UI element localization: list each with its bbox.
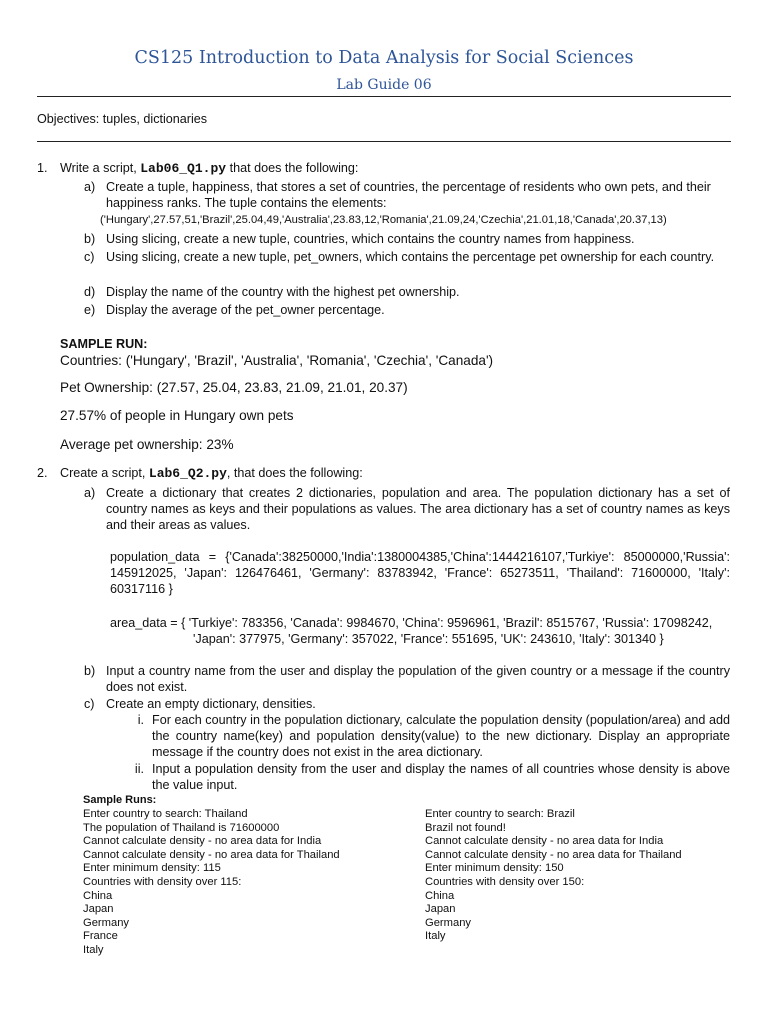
q2-area-data-line1: area_data = { 'Turkiye': 783356, 'Canada': 9984670, 'China': 9596961, 'Brazil': 8515767, 'Russia': 17098242,	[110, 616, 713, 630]
q2-a-text: Create a dictionary that creates 2 dictionaries, population and area. The population dictionary has a set of country names as keys and their populations as values. The area dictionary has a set of country names as keys and their areas as values.	[106, 486, 730, 532]
sample-run-line: Enter country to search: Brazil	[425, 808, 575, 820]
q1-sample-run-line: Countries: ('Hungary', 'Brazil', 'Australia', 'Romania', 'Czechia', 'Canada')	[60, 353, 494, 368]
sample-run-line: Cannot calculate density - no area data for Thailand	[83, 848, 340, 861]
q2-lead-post: , that does the following:	[226, 466, 363, 480]
q1-a-label: a)	[84, 180, 96, 194]
header-divider	[37, 96, 731, 97]
sample-run-line: China	[83, 889, 113, 902]
q2-c-text: Create an empty dictionary, densities.	[106, 697, 316, 711]
q2-number: 2.	[37, 466, 48, 480]
q1-script-name: Lab06_Q1.py	[140, 161, 227, 176]
sample-run-line: Germany	[425, 916, 472, 929]
q1-b-label: b)	[84, 232, 96, 246]
sample-run-line: Germany	[83, 916, 130, 929]
objectives-divider	[37, 141, 731, 142]
q1-sample-run-line: 27.57% of people in Hungary own pets	[60, 408, 294, 423]
document-subtitle: Lab Guide 06	[336, 77, 432, 93]
q1-c-text: Using slicing, create a new tuple, pet_owners, which contains the percentage pet ownership for each country.	[106, 250, 715, 264]
q1-tuple-elements: ('Hungary',27.57,51,'Brazil',25.04,49,'Australia',23.83,12,'Romania',21.09,24,'Czechia',21.01,18,'Canada',20.37,13)	[100, 214, 667, 226]
q1-sample-run-line: Pet Ownership: (27.57, 25.04, 23.83, 21.09, 21.01, 20.37)	[60, 380, 408, 395]
sample-run-line: Countries with density over 115:	[83, 875, 242, 888]
q2-c-label: c)	[84, 697, 95, 711]
sample-run-line: Cannot calculate density - no area data for India	[83, 835, 322, 848]
q2-c-ii-text: Input a population density from the user and display the names of all countries whose density is above the value input.	[152, 762, 730, 792]
sample-run-line: Brazil not found!	[425, 821, 506, 834]
q1-e-text: Display the average of the pet_owner percentage.	[106, 303, 385, 317]
q1-a-text: Create a tuple, happiness, that stores a set of countries, the percentage of residents who own pets, and their happiness ranks. The tuple contains the elements:	[106, 180, 711, 210]
q2-a-label: a)	[84, 486, 96, 500]
q2-script-name: Lab6_Q2.py	[148, 466, 227, 481]
sample-run-line: Enter minimum density: 150	[425, 862, 564, 875]
q2-b-text: Input a country name from the user and display the population of the given country or a message if the country does not exist.	[106, 664, 730, 694]
sample-run-line: The population of Thailand is 71600000	[83, 821, 280, 834]
q2-sample-runs-label: Sample Runs:	[83, 794, 157, 806]
q1-e-label: e)	[84, 303, 96, 317]
sample-run-line: Enter country to search: Thailand	[83, 808, 248, 820]
q2-c-i-text: For each country in the population dictionary, calculate the population density (population/area) and add the country name(key) and population density(value) to the new dictionary. Display an appropriate message if the country does not exist in the area dictionary.	[152, 713, 730, 759]
q2-population-data: population_data = {'Canada':38250000,'India':1380004385,'China':1444216107,'Turkiye': 85000000,'Russia': 145912025, 'Japan': 126476461, 'Germany': 83783942, 'France': 65273511, 'Thailand': 71600000, 'Italy': 60317116 }	[110, 550, 730, 596]
q1-lead	[60, 160, 358, 177]
q2-sample-run-left	[83, 808, 340, 958]
q2-lead-pre: Create a script,	[60, 466, 146, 480]
q1-sample-run-line: Average pet ownership: 23%	[60, 437, 234, 452]
q1-d-label: d)	[84, 285, 96, 299]
q2-area-data-line2: 'Japan': 377975, 'Germany': 357022, 'France': 551695, 'UK': 243610, 'Italy': 301340 }	[193, 632, 664, 646]
q1-sample-run-label: SAMPLE RUN:	[60, 337, 148, 351]
q1-number: 1.	[37, 161, 48, 175]
q2-c-ii-label: ii.	[134, 762, 144, 776]
sample-run-line: Enter minimum density: 115	[83, 862, 221, 875]
q2-c-i-label: i.	[137, 713, 144, 727]
sample-run-line: Japan	[425, 903, 456, 916]
sample-run-line: Italy	[425, 930, 446, 943]
sample-run-line: Countries with density over 150:	[425, 875, 585, 888]
sample-run-line: Japan	[83, 903, 114, 916]
sample-run-line: China	[425, 889, 455, 902]
q2-lead	[60, 465, 363, 482]
document-title: CS125 Introduction to Data Analysis for Social Sciences	[134, 48, 634, 68]
sample-run-line: Cannot calculate density - no area data for India	[425, 835, 664, 848]
q1-lead-post: that does the following:	[229, 161, 359, 175]
objectives: Objectives: tuples, dictionaries	[37, 112, 208, 126]
q2-b-label: b)	[84, 664, 96, 678]
q1-c-label: c)	[84, 250, 95, 264]
q1-b-text: Using slicing, create a new tuple, countries, which contains the country names from happiness.	[106, 232, 635, 246]
q2-sample-run-right	[425, 808, 682, 944]
sample-run-line: France	[83, 930, 118, 943]
sample-run-line: Italy	[83, 943, 104, 956]
sample-run-line: Cannot calculate density - no area data for Thailand	[425, 848, 682, 861]
q1-lead-pre: Write a script,	[60, 161, 137, 175]
q1-d-text: Display the name of the country with the highest pet ownership.	[106, 285, 460, 299]
